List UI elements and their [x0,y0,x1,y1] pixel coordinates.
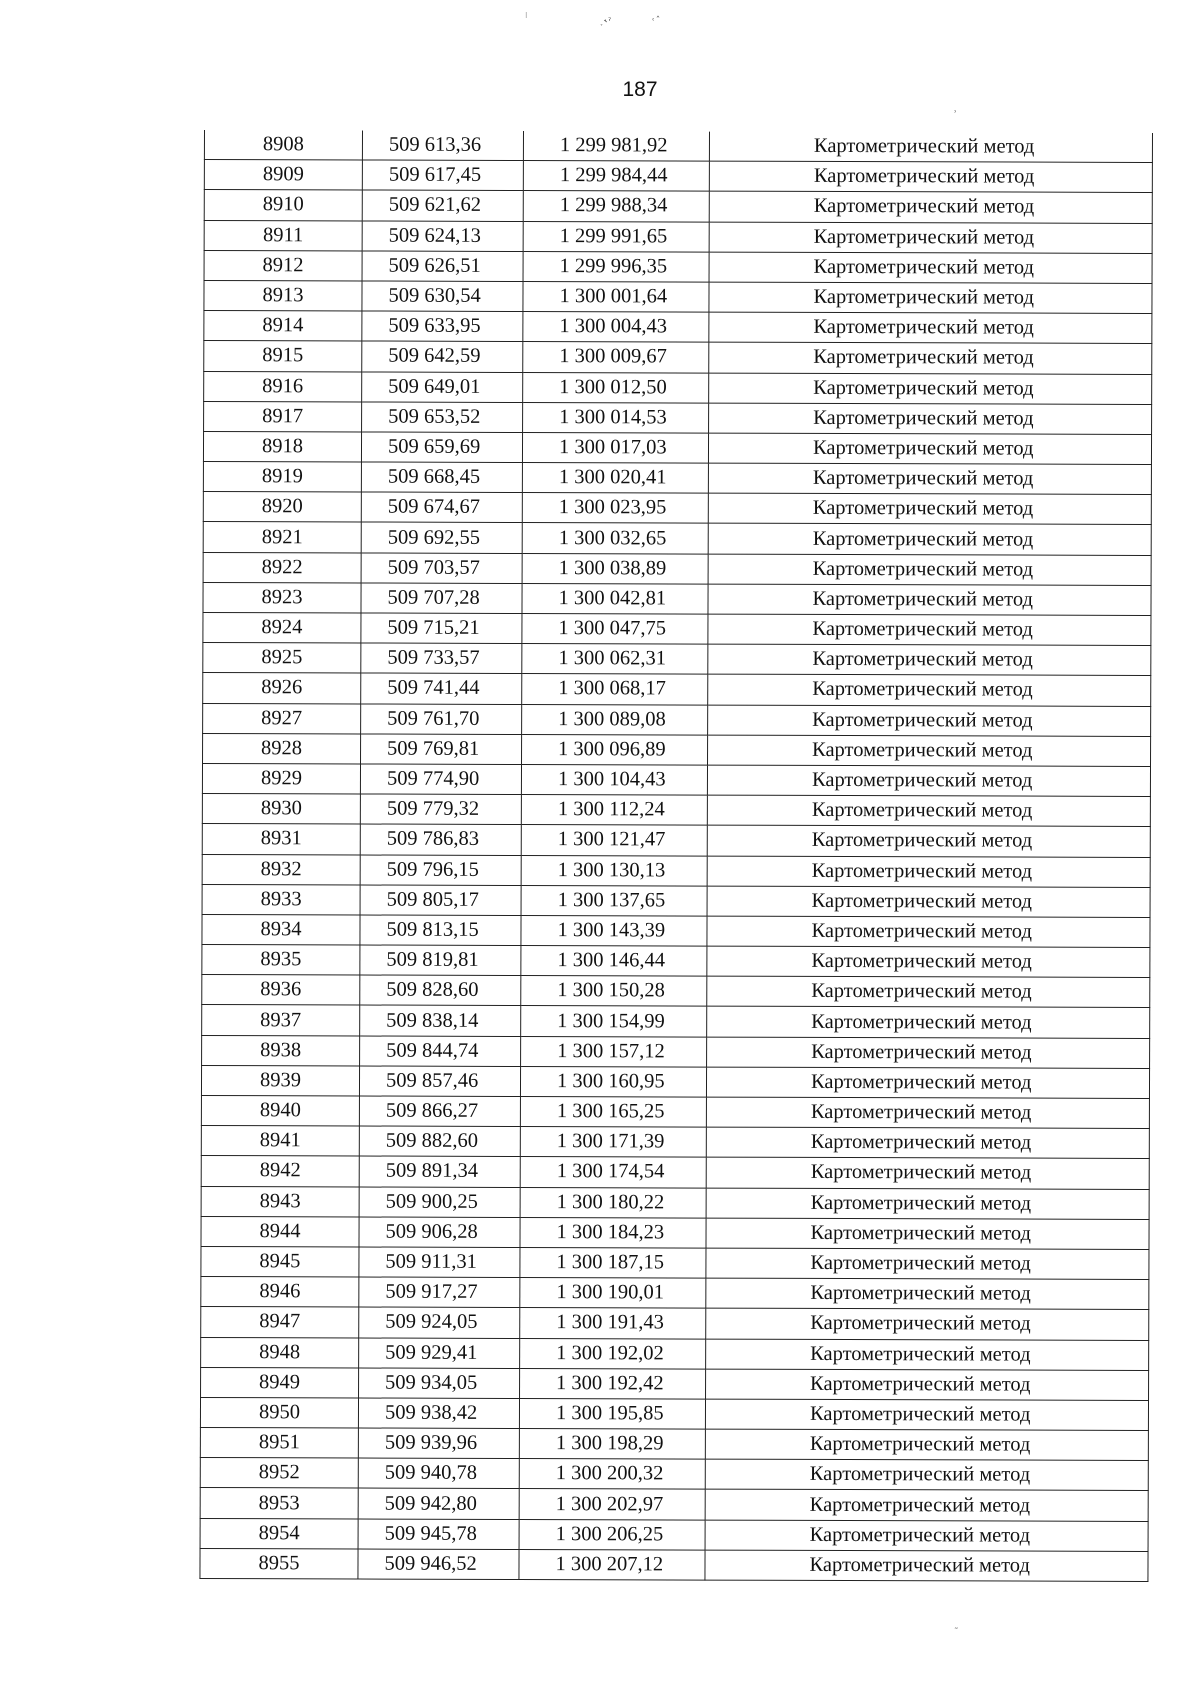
y-coordinate-cell: 1 300 191,43 [520,1308,706,1339]
point-number-cell: 8932 [202,854,360,885]
point-number-cell: 8936 [202,975,360,1006]
point-number-cell: 8929 [202,763,360,794]
point-number-cell: 8911 [204,220,362,251]
method-cell: Картометрический метод [706,1067,1149,1099]
y-coordinate-cell: 1 300 001,64 [523,281,709,312]
method-cell: Картометрический метод [707,916,1150,948]
table-row [201,1095,1149,1128]
point-number-cell: 8930 [202,794,360,825]
y-coordinate-cell: 1 300 009,67 [523,342,709,373]
x-coordinate-cell: 509 945,78 [358,1519,519,1550]
y-coordinate-cell: 1 300 202,97 [519,1489,705,1520]
x-coordinate-cell: 509 844,74 [360,1036,521,1067]
point-number-cell: 8951 [200,1428,358,1459]
x-coordinate-cell: 509 761,70 [361,704,522,735]
point-number-cell: 8909 [204,160,362,191]
point-number-cell: 8923 [203,582,361,613]
point-number-cell: 8933 [202,884,360,915]
method-cell: Картометрический метод [705,1550,1148,1582]
x-coordinate-cell: 509 882,60 [359,1126,520,1157]
method-cell: Картометрический метод [708,644,1151,676]
table-row [204,130,1152,163]
y-coordinate-cell: 1 300 121,47 [521,825,707,856]
x-coordinate-cell: 509 779,32 [360,794,521,825]
point-number-cell: 8926 [203,673,361,704]
x-coordinate-cell: 509 942,80 [358,1488,519,1519]
x-coordinate-cell: 509 668,45 [361,462,522,493]
point-number-cell: 8914 [204,311,362,342]
table-row [201,1065,1149,1098]
point-number-cell: 8946 [201,1277,359,1308]
y-coordinate-cell: 1 300 198,29 [519,1429,705,1460]
coordinates-table [199,130,1153,1582]
point-number-cell: 8947 [201,1307,359,1338]
y-coordinate-cell: 1 300 192,02 [520,1338,706,1369]
point-number-cell: 8921 [203,522,361,553]
method-cell: Картометрический метод [707,795,1150,827]
table-row [200,1458,1148,1491]
method-cell: Картометрический метод [706,1248,1149,1280]
y-coordinate-cell: 1 300 143,39 [521,915,707,946]
y-coordinate-cell: 1 300 154,99 [521,1006,707,1037]
point-number-cell: 8938 [202,1035,360,1066]
table-row [203,582,1151,615]
x-coordinate-cell: 509 805,17 [360,885,521,916]
y-coordinate-cell: 1 300 096,89 [522,734,708,765]
x-coordinate-cell: 509 630,54 [362,281,523,312]
method-cell: Картометрический метод [709,373,1152,405]
x-coordinate-cell: 509 906,28 [359,1217,520,1248]
method-cell: Картометрический метод [705,1399,1148,1431]
point-number-cell: 8950 [200,1397,358,1428]
table-row [203,673,1151,706]
method-cell: Картометрический метод [708,524,1151,556]
y-coordinate-cell: 1 300 195,85 [519,1398,705,1429]
y-coordinate-cell: 1 300 014,53 [523,402,709,433]
point-number-cell: 8941 [201,1126,359,1157]
method-cell: Картометрический метод [708,463,1151,495]
point-number-cell: 8931 [202,824,360,855]
table-row [201,1126,1149,1159]
y-coordinate-cell: 1 300 157,12 [521,1036,707,1067]
method-cell: Картометрический метод [709,161,1152,193]
table-row [203,522,1151,555]
method-cell: Картометрический метод [706,1278,1149,1310]
y-coordinate-cell: 1 300 012,50 [523,372,709,403]
table-row [202,945,1150,978]
y-coordinate-cell: 1 299 988,34 [523,191,709,222]
method-cell: Картометрический метод [706,1339,1149,1371]
y-coordinate-cell: 1 300 200,32 [519,1459,705,1490]
table-row [202,975,1150,1008]
point-number-cell: 8912 [204,250,362,281]
method-cell: Картометрический метод [707,856,1150,888]
x-coordinate-cell: 509 786,83 [360,824,521,855]
table-row [200,1518,1148,1551]
point-number-cell: 8939 [201,1065,359,1096]
y-coordinate-cell: 1 299 996,35 [523,251,709,282]
y-coordinate-cell: 1 299 981,92 [523,131,709,161]
table-row [203,462,1151,495]
table-row [204,250,1152,283]
x-coordinate-cell: 509 939,96 [358,1428,519,1459]
method-cell: Картометрический метод [708,554,1151,586]
scan-artifact-mark: ˒ [954,108,958,118]
y-coordinate-cell: 1 300 207,12 [519,1549,705,1580]
y-coordinate-cell: 1 300 130,13 [521,855,707,886]
x-coordinate-cell: 509 613,36 [362,130,523,160]
point-number-cell: 8954 [200,1518,358,1549]
point-number-cell: 8935 [202,945,360,976]
point-number-cell: 8917 [204,401,362,432]
x-coordinate-cell: 509 796,15 [360,854,521,885]
method-cell: Картометрический метод [706,1157,1149,1189]
table-row [201,1216,1149,1249]
method-cell: Картометрический метод [709,252,1152,284]
x-coordinate-cell: 509 911,31 [359,1247,520,1278]
point-number-cell: 8913 [204,280,362,311]
table-row [201,1367,1149,1400]
x-coordinate-cell: 509 938,42 [358,1398,519,1429]
point-number-cell: 8922 [203,552,361,583]
table-row [204,341,1152,374]
x-coordinate-cell: 509 649,01 [362,371,523,402]
method-cell: Картометрический метод [705,1490,1148,1522]
y-coordinate-cell: 1 300 150,28 [521,976,707,1007]
y-coordinate-cell: 1 300 038,89 [522,553,708,584]
method-cell: Картометрический метод [707,825,1150,857]
y-coordinate-cell: 1 300 184,23 [520,1217,706,1248]
x-coordinate-cell: 509 674,67 [361,492,522,523]
point-number-cell: 8928 [203,733,361,764]
method-cell: Картометрический метод [706,1188,1149,1220]
method-cell: Картометрический метод [708,735,1151,767]
y-coordinate-cell: 1 300 020,41 [522,463,708,494]
table-row [201,1337,1149,1370]
x-coordinate-cell: 509 934,05 [359,1368,520,1399]
y-coordinate-cell: 1 300 032,65 [522,523,708,554]
method-cell: Картометрический метод [707,946,1150,978]
x-coordinate-cell: 509 642,59 [362,341,523,372]
y-coordinate-cell: 1 300 165,25 [520,1096,706,1127]
x-coordinate-cell: 509 707,28 [361,583,522,614]
table-row [204,311,1152,344]
method-cell: Картометрический метод [709,342,1152,374]
point-number-cell: 8949 [201,1367,359,1398]
x-coordinate-cell: 509 946,52 [358,1549,519,1580]
method-cell: Картометрический метод [707,886,1150,918]
table-row [201,1246,1149,1279]
table-row [200,1397,1148,1430]
point-number-cell: 8943 [201,1186,359,1217]
method-cell: Картометрический метод [708,705,1151,737]
table-row [202,914,1150,947]
table-row [204,401,1152,434]
x-coordinate-cell: 509 929,41 [359,1337,520,1368]
method-cell: Картометрический метод [707,976,1150,1008]
table-row [204,190,1152,223]
x-coordinate-cell: 509 624,13 [362,221,523,252]
y-coordinate-cell: 1 300 023,95 [522,493,708,524]
method-cell: Картометрический метод [709,403,1152,435]
table-row [201,1307,1149,1340]
table-row [203,612,1151,645]
x-coordinate-cell: 509 891,34 [359,1156,520,1187]
x-coordinate-cell: 509 733,57 [361,643,522,674]
point-number-cell: 8955 [200,1548,358,1579]
point-number-cell: 8925 [203,643,361,674]
table-row [200,1428,1148,1461]
table-row [204,280,1152,313]
method-cell: Картометрический метод [705,1459,1148,1491]
table-row [203,492,1151,525]
x-coordinate-cell: 509 819,81 [360,945,521,976]
method-cell: Картометрический метод [706,1369,1149,1401]
table-row [202,884,1150,917]
x-coordinate-cell: 509 940,78 [358,1458,519,1489]
method-cell: Картометрический метод [709,312,1152,344]
point-number-cell: 8937 [202,1005,360,1036]
y-coordinate-cell: 1 300 187,15 [520,1247,706,1278]
table-row [204,220,1152,253]
table-row [203,703,1151,736]
scan-artifact-mark: ⁝ [525,11,529,20]
x-coordinate-cell: 509 633,95 [362,311,523,342]
method-cell: Картометрический метод [709,132,1152,163]
x-coordinate-cell: 509 924,05 [359,1307,520,1338]
x-coordinate-cell: 509 659,69 [361,432,522,463]
x-coordinate-cell: 509 617,45 [362,160,523,191]
y-coordinate-cell: 1 300 017,03 [522,432,708,463]
y-coordinate-cell: 1 300 112,24 [521,795,707,826]
y-coordinate-cell: 1 300 180,22 [520,1187,706,1218]
x-coordinate-cell: 509 813,15 [360,915,521,946]
x-coordinate-cell: 509 900,25 [359,1187,520,1218]
point-number-cell: 8934 [202,914,360,945]
method-cell: Картометрический метод [708,614,1151,646]
x-coordinate-cell: 509 703,57 [361,553,522,584]
x-coordinate-cell: 509 715,21 [361,613,522,644]
y-coordinate-cell: 1 299 991,65 [523,221,709,252]
point-number-cell: 8940 [201,1095,359,1126]
point-number-cell: 8948 [201,1337,359,1368]
table-row [202,1005,1150,1038]
table-row [200,1488,1148,1521]
table-row [202,794,1150,827]
method-cell: Картометрический метод [706,1127,1149,1159]
point-number-cell: 8918 [203,431,361,462]
y-coordinate-cell: 1 300 042,81 [522,583,708,614]
point-number-cell: 8919 [203,462,361,493]
method-cell: Картометрический метод [706,1097,1149,1129]
table-row [203,431,1151,464]
table-row [202,824,1150,857]
point-number-cell: 8908 [204,130,362,160]
x-coordinate-cell: 509 769,81 [361,734,522,765]
y-coordinate-cell: 1 300 137,65 [521,885,707,916]
page-number: 187 [622,78,658,101]
table-row [200,1548,1148,1581]
table-row [203,733,1151,766]
method-cell: Картометрический метод [708,433,1151,465]
point-number-cell: 8952 [200,1458,358,1489]
scan-artifact-mark: ˓ˆ [652,16,662,26]
method-cell: Картометрический метод [705,1520,1148,1552]
method-cell: Картометрический метод [709,191,1152,223]
method-cell: Картометрический метод [707,765,1150,797]
y-coordinate-cell: 1 299 984,44 [523,161,709,192]
x-coordinate-cell: 509 621,62 [362,190,523,221]
method-cell: Картометрический метод [707,1007,1150,1039]
y-coordinate-cell: 1 300 190,01 [520,1278,706,1309]
y-coordinate-cell: 1 300 206,25 [519,1519,705,1550]
y-coordinate-cell: 1 300 192,42 [520,1368,706,1399]
y-coordinate-cell: 1 300 068,17 [522,674,708,705]
y-coordinate-cell: 1 300 089,08 [522,704,708,735]
y-coordinate-cell: 1 300 160,95 [520,1066,706,1097]
y-coordinate-cell: 1 300 104,43 [521,764,707,795]
table-row [202,763,1150,796]
table-row [203,643,1151,676]
method-cell: Картометрический метод [708,493,1151,525]
y-coordinate-cell: 1 300 047,75 [522,614,708,645]
x-coordinate-cell: 509 653,52 [362,402,523,433]
point-number-cell: 8953 [200,1488,358,1519]
x-coordinate-cell: 509 741,44 [361,673,522,704]
y-coordinate-cell: 1 300 146,44 [521,946,707,977]
method-cell: Картометрический метод [708,584,1151,616]
table-row [204,160,1152,193]
table-row [202,854,1150,887]
method-cell: Картометрический метод [707,1037,1150,1069]
table-row [201,1156,1149,1189]
x-coordinate-cell: 509 866,27 [359,1096,520,1127]
point-number-cell: 8915 [204,341,362,372]
x-coordinate-cell: 509 774,90 [360,764,521,795]
y-coordinate-cell: 1 300 062,31 [522,644,708,675]
x-coordinate-cell: 509 692,55 [361,522,522,553]
point-number-cell: 8924 [203,612,361,643]
y-coordinate-cell: 1 300 174,54 [520,1157,706,1188]
point-number-cell: 8920 [203,492,361,523]
scan-artifact-mark: ˯˞ˀ [600,17,613,27]
point-number-cell: 8942 [201,1156,359,1187]
method-cell: Картометрический метод [706,1308,1149,1340]
method-cell: Картометрический метод [709,222,1152,254]
method-cell: Картометрический метод [706,1218,1149,1250]
table-row [204,371,1152,404]
x-coordinate-cell: 509 626,51 [362,251,523,282]
point-number-cell: 8927 [203,703,361,734]
x-coordinate-cell: 509 917,27 [359,1277,520,1308]
x-coordinate-cell: 509 857,46 [359,1066,520,1097]
coordinates-table-body [200,130,1153,1581]
y-coordinate-cell: 1 300 171,39 [520,1127,706,1158]
point-number-cell: 8910 [204,190,362,221]
y-coordinate-cell: 1 300 004,43 [523,312,709,343]
point-number-cell: 8916 [204,371,362,402]
method-cell: Картометрический метод [709,282,1152,314]
x-coordinate-cell: 509 838,14 [360,1005,521,1036]
table-row [201,1186,1149,1219]
x-coordinate-cell: 509 828,60 [360,975,521,1006]
method-cell: Картометрический метод [705,1429,1148,1461]
method-cell: Картометрический метод [708,674,1151,706]
table-row [203,552,1151,585]
table-row [202,1035,1150,1068]
scan-artifact-mark: ˷ [954,1620,960,1630]
point-number-cell: 8945 [201,1246,359,1277]
table-row [201,1277,1149,1310]
point-number-cell: 8944 [201,1216,359,1247]
